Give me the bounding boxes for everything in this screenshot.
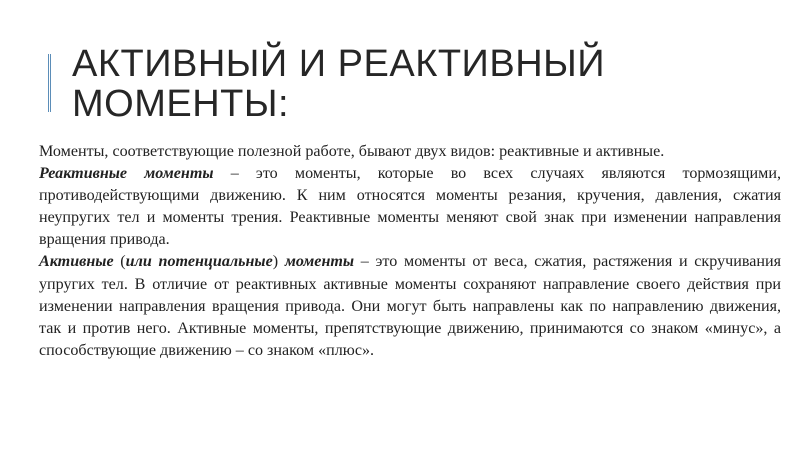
active-term-moments: моменты bbox=[284, 253, 355, 271]
active-definition: – это моменты от веса, сжатия, растяжения и скручивания упругих тел. В отличие от реактивных активные моменты сохраняют направление своего действия при изменении направления вращения привода. Они могут быть направлены как по направлению движения, так и против него. Активные моменты, препятствующие движению, принимаются со знаком «минус», а способствующие движению – со знаком «плюс». bbox=[39, 253, 781, 359]
accent-line-left bbox=[48, 54, 49, 112]
active-paragraph bbox=[39, 251, 781, 361]
slide-body bbox=[39, 141, 781, 362]
slide-title-line1: АКТИВНЫЙ И РЕАКТИВНЫЙ bbox=[72, 43, 606, 85]
intro-paragraph: Моменты, соответствующие полезной работе, бывают двух видов: реактивные и активные. bbox=[39, 143, 665, 160]
slide-title-line2: МОМЕНТЫ: bbox=[72, 83, 290, 125]
accent-line-right bbox=[50, 54, 51, 112]
slide-title bbox=[72, 44, 605, 124]
reactive-paragraph bbox=[39, 163, 781, 251]
accent-bar bbox=[48, 54, 51, 112]
reactive-definition: – это моменты, которые во всех случаях являются тормозящими, противодействующими движению. К ним относятся моменты резания, кручения, давления, сжатия неупругих тел и моменты трения. Реактивные моменты меняют свой знак при изменении направления вращения привода. bbox=[39, 165, 781, 249]
reactive-term: Реактивные моменты bbox=[39, 165, 214, 183]
active-term: Активные bbox=[39, 253, 114, 271]
active-term-alt: или потенциальные bbox=[125, 253, 273, 271]
active-paren-open: ( bbox=[113, 253, 126, 271]
active-paren-close: ) bbox=[272, 253, 285, 271]
